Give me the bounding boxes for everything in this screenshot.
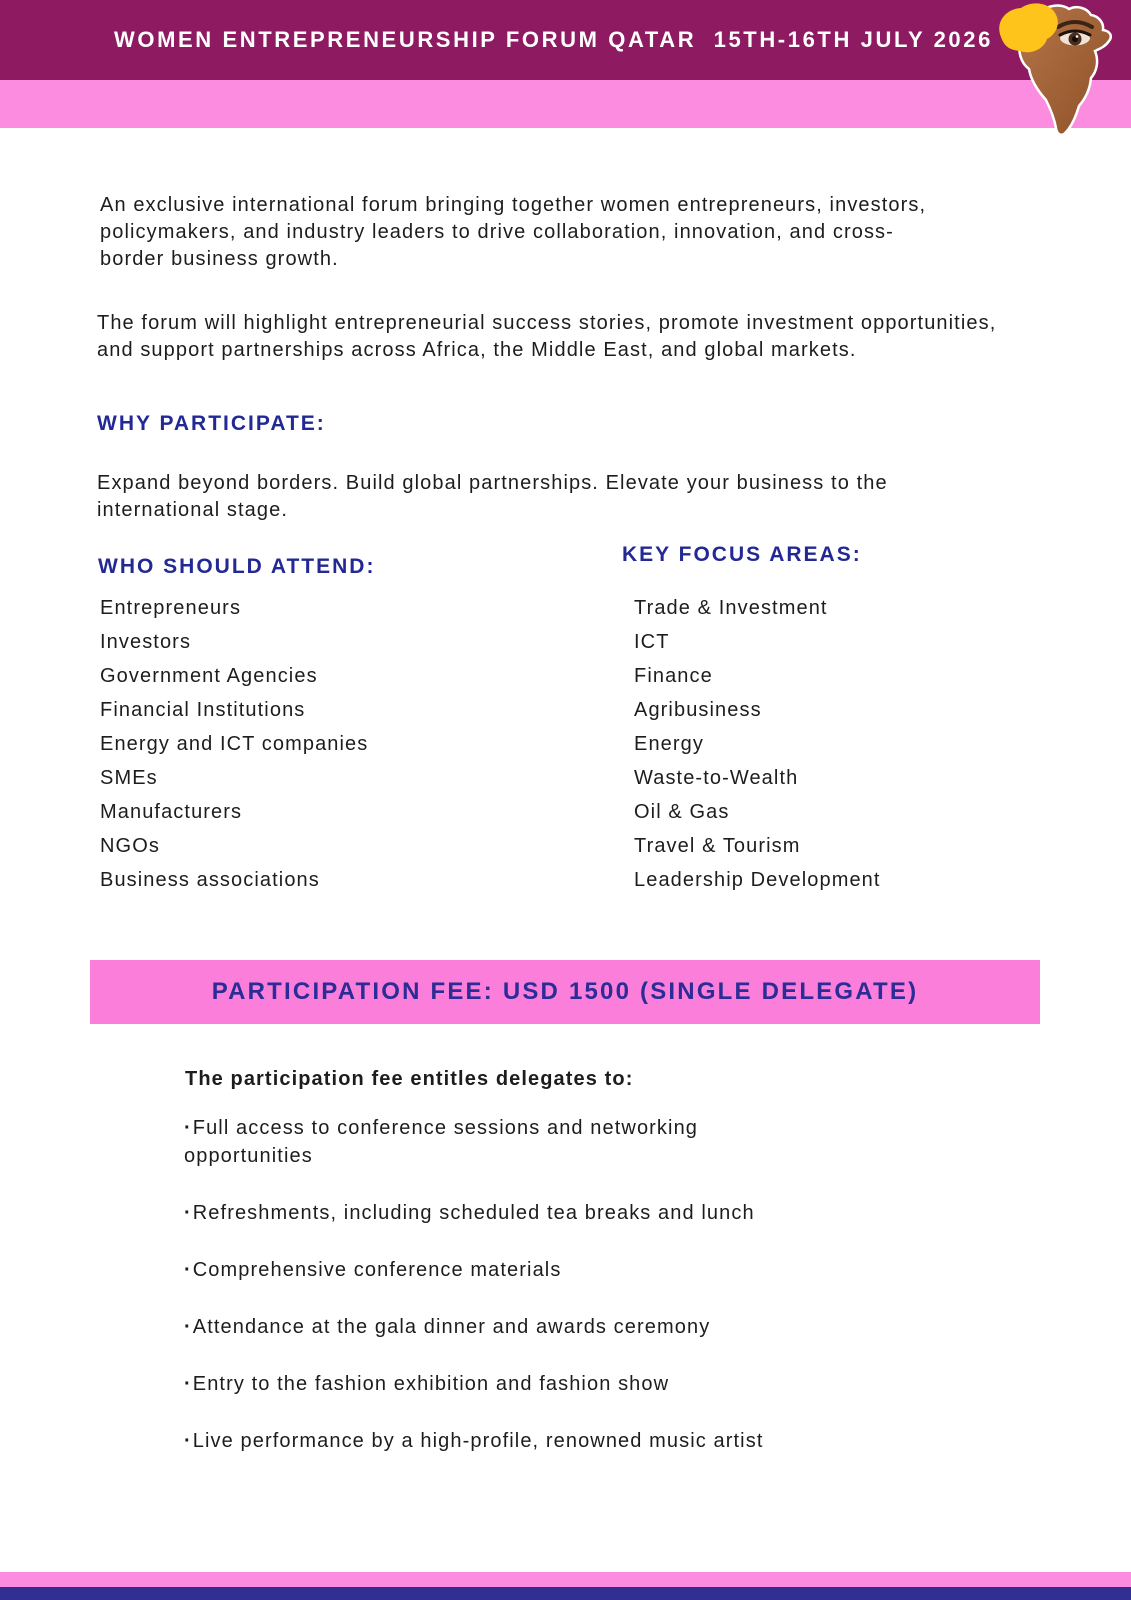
bullet-dot: · [184, 1430, 192, 1452]
list-item: NGOs [100, 835, 160, 857]
benefit-text: Entry to the fashion exhibition and fashion show [192, 1373, 670, 1395]
page-title: WOMEN ENTREPRENEURSHIP FORUM QATAR 15TH-16TH JULY 2026 [114, 27, 993, 52]
benefit-text: Comprehensive conference materials [192, 1259, 562, 1281]
why-participate-text: Expand beyond borders. Build global partnerships. Elevate your business to the international stage. [97, 472, 888, 521]
who-should-attend-list [100, 598, 368, 904]
list-item: Leadership Development [634, 869, 881, 891]
list-item: Finance [634, 665, 713, 687]
list-item: Trade & Investment [634, 597, 828, 619]
list-item [184, 1313, 776, 1341]
header-pink-stripe [0, 80, 1131, 128]
bullet-dot: · [184, 1202, 192, 1224]
footer-pink-stripe [0, 1572, 1131, 1587]
benefit-text: Live performance by a high-profile, renowned music artist [192, 1430, 764, 1452]
footer-navy-bar [0, 1587, 1131, 1600]
list-item: Agribusiness [634, 699, 762, 721]
key-focus-areas-list [634, 598, 881, 904]
list-item: Oil & Gas [634, 801, 730, 823]
list-item: Government Agencies [100, 665, 318, 687]
africa-woman-logo-icon [995, 3, 1127, 137]
why-participate-heading: WHY PARTICIPATE: [97, 412, 326, 435]
bullet-dot: · [184, 1373, 192, 1395]
benefit-text: Full access to conference sessions and networking opportunities [184, 1117, 699, 1167]
bullet-dot: · [184, 1316, 192, 1338]
benefit-text: Refreshments, including scheduled tea breaks and lunch [192, 1202, 755, 1224]
list-item [184, 1114, 776, 1170]
list-item [184, 1199, 776, 1227]
intro-paragraph-1: An exclusive international forum bringing together women entrepreneurs, investors, policymakers, and industry leaders to drive collaboration, innovation, and cross-border business growth. [100, 194, 927, 270]
list-item: Financial Institutions [100, 699, 306, 721]
list-item [184, 1256, 776, 1284]
list-item: Investors [100, 631, 192, 653]
bullet-dot: · [184, 1259, 192, 1281]
participation-fee-text: PARTICIPATION FEE: USD 1500 (SINGLE DELEGATE) [211, 978, 919, 1005]
list-item: ICT [634, 631, 670, 653]
fee-entitlement-intro: The participation fee entitles delegates to: [185, 1068, 634, 1090]
list-item: Energy [634, 733, 704, 755]
list-item: Manufacturers [100, 801, 243, 823]
list-item: Waste-to-Wealth [634, 767, 799, 789]
intro-paragraph-2: The forum will highlight entrepreneurial success stories, promote investment opportunities, and support partnerships across Africa, the Middle East, and global markets. [97, 312, 997, 361]
list-item: Energy and ICT companies [100, 733, 369, 755]
bullet-dot: · [184, 1117, 192, 1139]
list-item: Travel & Tourism [634, 835, 801, 857]
who-should-attend-heading: WHO SHOULD ATTEND: [98, 555, 376, 578]
list-item: SMEs [100, 767, 158, 789]
benefit-text: Attendance at the gala dinner and awards ceremony [192, 1316, 711, 1338]
fee-benefits-list [184, 1114, 776, 1484]
list-item: Business associations [100, 869, 320, 891]
key-focus-areas-heading: KEY FOCUS AREAS: [622, 543, 862, 566]
list-item [184, 1370, 776, 1398]
header-bar [0, 0, 1131, 80]
list-item: Entrepreneurs [100, 597, 242, 619]
list-item [184, 1427, 776, 1455]
participation-fee-banner [90, 960, 1040, 1024]
